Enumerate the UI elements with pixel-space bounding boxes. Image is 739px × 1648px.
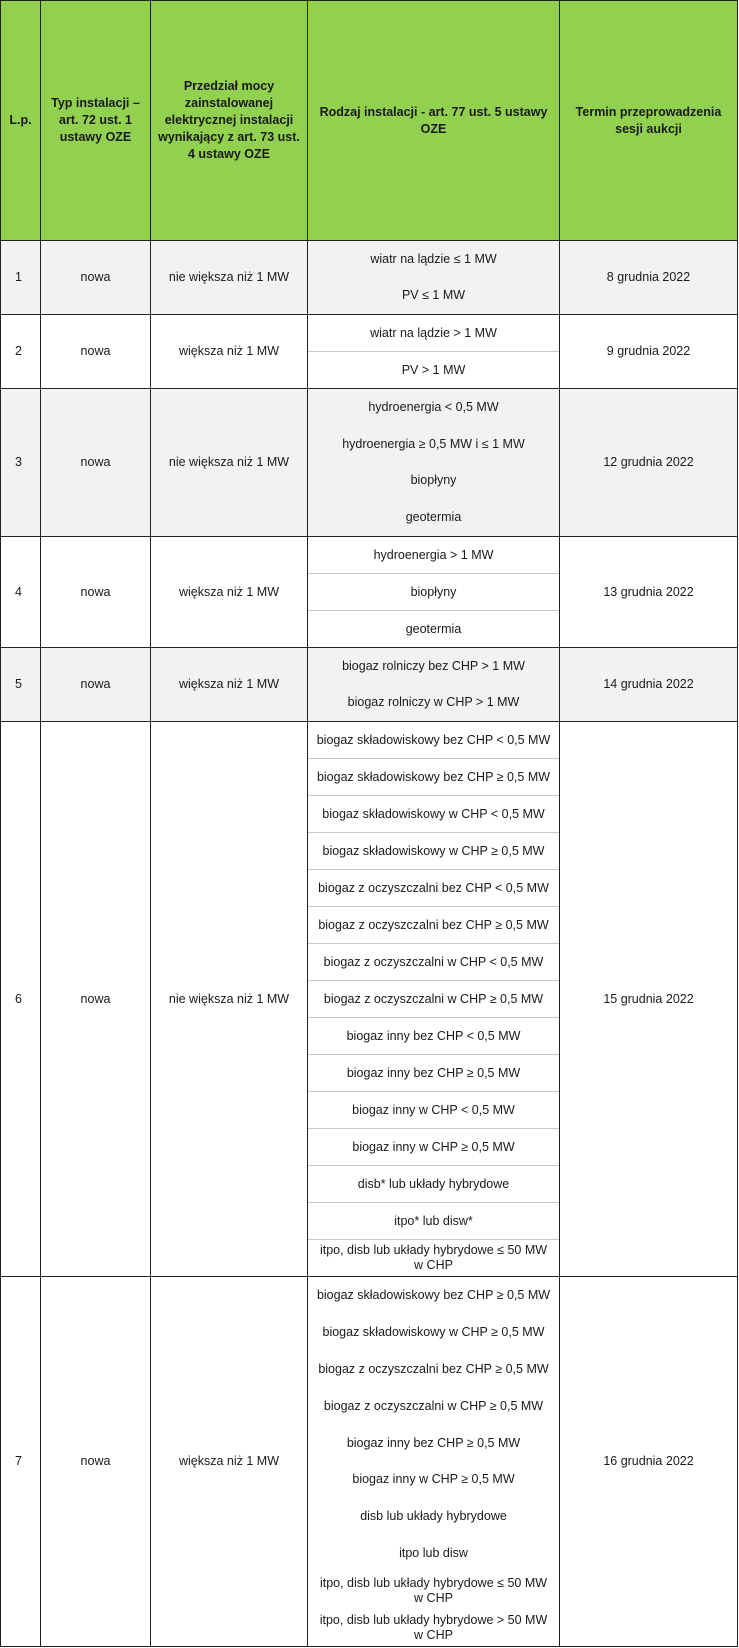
table-row <box>1 1277 738 1647</box>
cell-typ: nowa <box>41 722 151 1277</box>
rodzaj-item: PV > 1 MW <box>308 351 559 388</box>
cell-typ: nowa <box>41 648 151 722</box>
rodzaje-list <box>308 315 559 388</box>
cell-rodzaje <box>308 389 560 537</box>
cell-termin: 16 grudnia 2022 <box>560 1277 738 1647</box>
cell-termin: 14 grudnia 2022 <box>560 648 738 722</box>
cell-lp: 5 <box>1 648 41 722</box>
rodzaje-list <box>308 241 559 314</box>
rodzaj-item: biogaz z oczyszczalni bez CHP ≥ 0,5 MW <box>308 906 559 943</box>
table-row <box>1 722 738 1277</box>
rodzaje-list <box>308 1277 559 1646</box>
rodzaj-item: biogaz składowiskowy w CHP ≥ 0,5 MW <box>308 832 559 869</box>
cell-termin: 9 grudnia 2022 <box>560 315 738 389</box>
cell-rodzaje <box>308 241 560 315</box>
cell-moc: nie większa niż 1 MW <box>151 389 308 537</box>
cell-lp: 1 <box>1 241 41 315</box>
rodzaj-item: biopłyny <box>308 573 559 610</box>
cell-lp: 3 <box>1 389 41 537</box>
cell-rodzaje <box>308 648 560 722</box>
rodzaj-item: biogaz inny w CHP < 0,5 MW <box>308 1091 559 1128</box>
rodzaj-item: itpo, disb lub układy hybrydowe > 50 MW w CHP <box>319 1612 548 1642</box>
cell-rodzaje <box>308 722 560 1277</box>
cell-moc: nie większa niż 1 MW <box>151 241 308 315</box>
cell-moc: nie większa niż 1 MW <box>151 722 308 1277</box>
cell-termin: 13 grudnia 2022 <box>560 537 738 648</box>
cell-lp: 2 <box>1 315 41 389</box>
rodzaj-item: biogaz z oczyszczalni bez CHP < 0,5 MW <box>308 869 559 906</box>
cell-lp: 6 <box>1 722 41 1277</box>
rodzaj-item: biogaz z oczyszczalni w CHP < 0,5 MW <box>308 943 559 980</box>
cell-termin: 15 grudnia 2022 <box>560 722 738 1277</box>
rodzaj-item: biogaz z oczyszczalni w CHP ≥ 0,5 MW <box>308 980 559 1017</box>
cell-lp: 7 <box>1 1277 41 1647</box>
header-termin: Termin przeprowadzenia sesji aukcji <box>560 1 738 241</box>
header-typ-instalacji: Typ instalacji – art. 72 ust. 1 ustawy OZE <box>41 1 151 241</box>
cell-rodzaje <box>308 315 560 389</box>
cell-rodzaje <box>308 537 560 648</box>
cell-moc: większa niż 1 MW <box>151 1277 308 1647</box>
rodzaj-item: disb* lub układy hybrydowe <box>308 1165 559 1202</box>
rodzaj-item: biogaz składowiskowy w CHP ≥ 0,5 MW <box>322 1324 545 1339</box>
header-row <box>1 1 738 241</box>
cell-termin: 8 grudnia 2022 <box>560 241 738 315</box>
cell-typ: nowa <box>41 315 151 389</box>
rodzaj-item: hydroenergia ≥ 0,5 MW i ≤ 1 MW <box>342 436 525 451</box>
rodzaj-item: biogaz rolniczy bez CHP > 1 MW <box>342 658 525 673</box>
rodzaj-item: geotermia <box>308 610 559 647</box>
table-row <box>1 241 738 315</box>
table-row <box>1 389 738 537</box>
rodzaj-item: itpo, disb lub układy hybrydowe ≤ 50 MW w CHP <box>319 1575 548 1605</box>
rodzaj-item: itpo* lub disw* <box>308 1202 559 1239</box>
cell-termin: 12 grudnia 2022 <box>560 389 738 537</box>
header-przedzial-mocy: Przedział mocy zainstalowanej elektrycznej instalacji wynikający z art. 73 ust. 4 ustawy OZE <box>151 1 308 241</box>
rodzaj-item: wiatr na lądzie ≤ 1 MW <box>370 251 497 266</box>
rodzaj-item: biogaz składowiskowy bez CHP < 0,5 MW <box>316 732 551 747</box>
table-row <box>1 315 738 389</box>
rodzaj-item: wiatr na lądzie > 1 MW <box>370 325 497 340</box>
header-lp: L.p. <box>1 1 41 241</box>
rodzaje-list <box>308 389 559 536</box>
rodzaj-item: biogaz inny bez CHP ≥ 0,5 MW <box>346 1435 521 1450</box>
table-body <box>1 241 738 1647</box>
rodzaj-item: biogaz z oczyszczalni w CHP ≥ 0,5 MW <box>323 1398 544 1413</box>
rodzaj-item: hydroenergia > 1 MW <box>373 547 494 562</box>
rodzaj-item: hydroenergia < 0,5 MW <box>368 399 499 414</box>
rodzaj-item: biogaz inny w CHP ≥ 0,5 MW <box>352 1472 515 1487</box>
rodzaj-item: disb lub układy hybrydowe <box>360 1509 507 1524</box>
rodzaje-list <box>308 648 559 721</box>
rodzaj-item: biogaz składowiskowy w CHP < 0,5 MW <box>308 795 559 832</box>
rodzaj-item: biogaz inny bez CHP < 0,5 MW <box>308 1017 559 1054</box>
rodzaj-item: PV ≤ 1 MW <box>401 288 466 303</box>
rodzaj-item: biogaz inny w CHP ≥ 0,5 MW <box>308 1128 559 1165</box>
cell-rodzaje <box>308 1277 560 1647</box>
cell-typ: nowa <box>41 537 151 648</box>
rodzaj-item: geotermia <box>405 510 462 525</box>
rodzaj-item: itpo lub disw <box>399 1546 468 1561</box>
rodzaj-item: biogaz z oczyszczalni bez CHP ≥ 0,5 MW <box>318 1361 549 1376</box>
rodzaj-item: biopłyny <box>410 473 457 488</box>
table-row <box>1 648 738 722</box>
rodzaj-item: itpo, disb lub układy hybrydowe ≤ 50 MW w CHP <box>308 1239 559 1276</box>
rodzaje-list <box>308 537 559 647</box>
cell-moc: większa niż 1 MW <box>151 315 308 389</box>
cell-typ: nowa <box>41 241 151 315</box>
cell-typ: nowa <box>41 1277 151 1647</box>
rodzaj-item: biogaz składowiskowy bez CHP ≥ 0,5 MW <box>316 1287 551 1302</box>
cell-moc: większa niż 1 MW <box>151 648 308 722</box>
header-rodzaj-instalacji: Rodzaj instalacji - art. 77 ust. 5 ustawy OZE <box>308 1 560 241</box>
cell-lp: 4 <box>1 537 41 648</box>
table-row <box>1 537 738 648</box>
cell-moc: większa niż 1 MW <box>151 537 308 648</box>
cell-typ: nowa <box>41 389 151 537</box>
rodzaje-list <box>308 722 559 1276</box>
rodzaj-item: biogaz rolniczy w CHP > 1 MW <box>347 695 520 710</box>
rodzaj-item: biogaz składowiskowy bez CHP ≥ 0,5 MW <box>308 758 559 795</box>
rodzaj-item: biogaz inny bez CHP ≥ 0,5 MW <box>308 1054 559 1091</box>
